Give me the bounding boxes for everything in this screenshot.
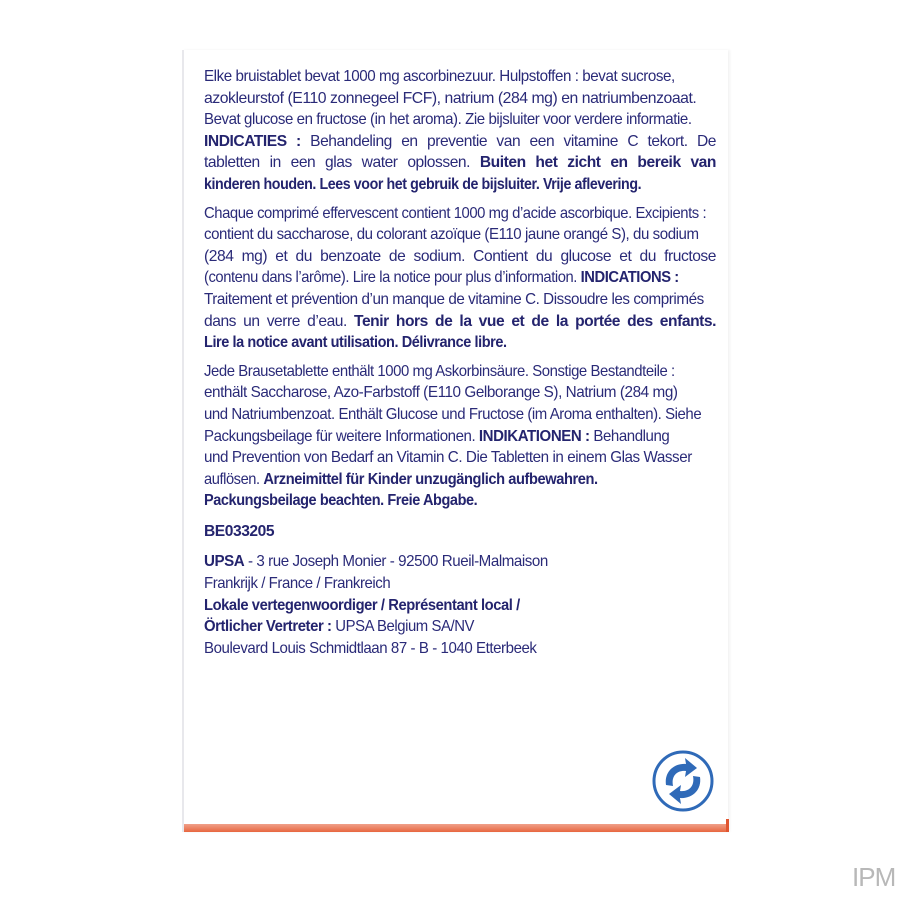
green-dot-recycling-icon [652,750,714,812]
text-line [204,490,680,512]
text-line [204,638,698,660]
text-span: UPSA Belgium SA/NV [331,618,475,636]
warning-text: Buiten het zicht en bereik van [479,154,716,172]
text-span: Elke bruistablet bevat 1000 mg ascorbinezuur. Hulpstoffen : bevat sucrose, [204,68,675,85]
french-section [204,203,716,354]
text-span: contient du saccharose, du colorant azoïque (E110 jaune orangé S), du sodium [204,226,699,244]
text-span: azokleurstof (E110 zonnegeel FCF), natrium (284 mg) en natriumbenzoaat. [204,89,697,107]
text-line [204,361,693,383]
text-span: (contenu dans l’arôme). Lire la notice pour plus d’information. [204,269,581,287]
text-span: Behandlung [589,427,670,445]
indications-heading: INDICATIONS : [580,269,679,287]
representative-heading: Örtlicher Vertreter : [204,618,332,636]
text-span: (284 mg) et du benzoate de sodium. Contient du glucose et du fructose [204,247,716,265]
warning-text: kinderen houden. Lees voor het gebruik de bijsluiter. Vrije aflevering. [204,175,642,193]
dutch-section [204,66,716,196]
warning-text: Packungsbeilage beachten. Freie Abgabe. [204,492,478,510]
text-line [204,131,716,153]
manufacturer-address [204,551,716,659]
ipm-watermark: IPM [852,862,896,892]
text-line [204,426,698,448]
text-line [204,382,706,404]
warning-text: Arzneimittel für Kinder unzugänglich aufbewahren. [263,470,598,488]
text-line [204,109,698,131]
text-span: auflösen. [204,470,264,488]
text-line [204,311,716,333]
text-line [204,551,701,573]
text-span: Chaque comprimé effervescent contient 1000 mg d’acide ascorbique. Excipients : [204,204,707,222]
text-span: Bevat glucose en fructose (in het aroma). Zie bijsluiter voor verdere informatie. [204,111,692,129]
indications-heading: INDIKATIONEN : [478,427,590,445]
text-line [204,616,693,638]
german-section [204,361,716,512]
text-span: Behandeling en preventie van een vitamine C tekort. De [300,132,716,150]
representative-heading: Lokale vertegenwoordiger / Représentant local / [204,596,520,614]
text-line [204,447,703,469]
text-span: enthält Saccharose, Azo-Farbstoff (E110 Gelborange S), Natrium (284 mg) [204,384,678,402]
text-line [204,88,722,110]
text-line [204,469,685,491]
text-span: Traitement et prévention d’un manque de vitamine C. Dissoudre les comprimés [204,290,704,308]
text-line [204,573,696,595]
text-span: Packungsbeilage für weitere Informationen. [204,427,479,445]
text-span: und Prevention von Bedarf an Vitamin C. Die Tabletten in einem Glas Wasser [204,449,692,467]
text-line [204,595,688,617]
text-line [204,246,716,268]
warning-text: Tenir hors de la vue et de la portée des enfants. [354,312,716,330]
text-line [204,289,703,311]
text-span: Jede Brausetablette enthält 1000 mg Askorbinsäure. Sonstige Bestandteile : [204,362,675,380]
company-name: UPSA [204,553,245,571]
registration-code: BE033205 [204,522,275,540]
text-span: Boulevard Louis Schmidtlaan 87 - B - 1040 Etterbeek [204,639,537,657]
text-line [204,152,716,174]
package-bottom-edge [184,824,727,832]
text-span: dans un verre d’eau. [204,312,355,330]
warning-text: Lire la notice avant utilisation. Délivrance libre. [204,334,507,352]
text-line [204,66,702,88]
text-line [204,404,702,426]
text-span: - 3 rue Joseph Monier - 92500 Rueil-Malmaison [244,553,548,571]
text-span: und Natriumbenzoat. Enthält Glucose und Fructose (im Aroma enthalten). Siehe [204,405,702,423]
leaflet-text [204,66,716,659]
text-span: Frankrijk / France / Frankreich [204,575,391,593]
text-line [204,267,688,289]
text-span: tabletten in een glas water oplossen. [204,154,480,172]
text-line [204,224,698,246]
indications-heading: INDICATIES : [204,132,301,150]
text-line [204,174,671,196]
text-line [204,203,707,225]
registration-code-line [204,521,716,543]
text-line [204,332,680,354]
